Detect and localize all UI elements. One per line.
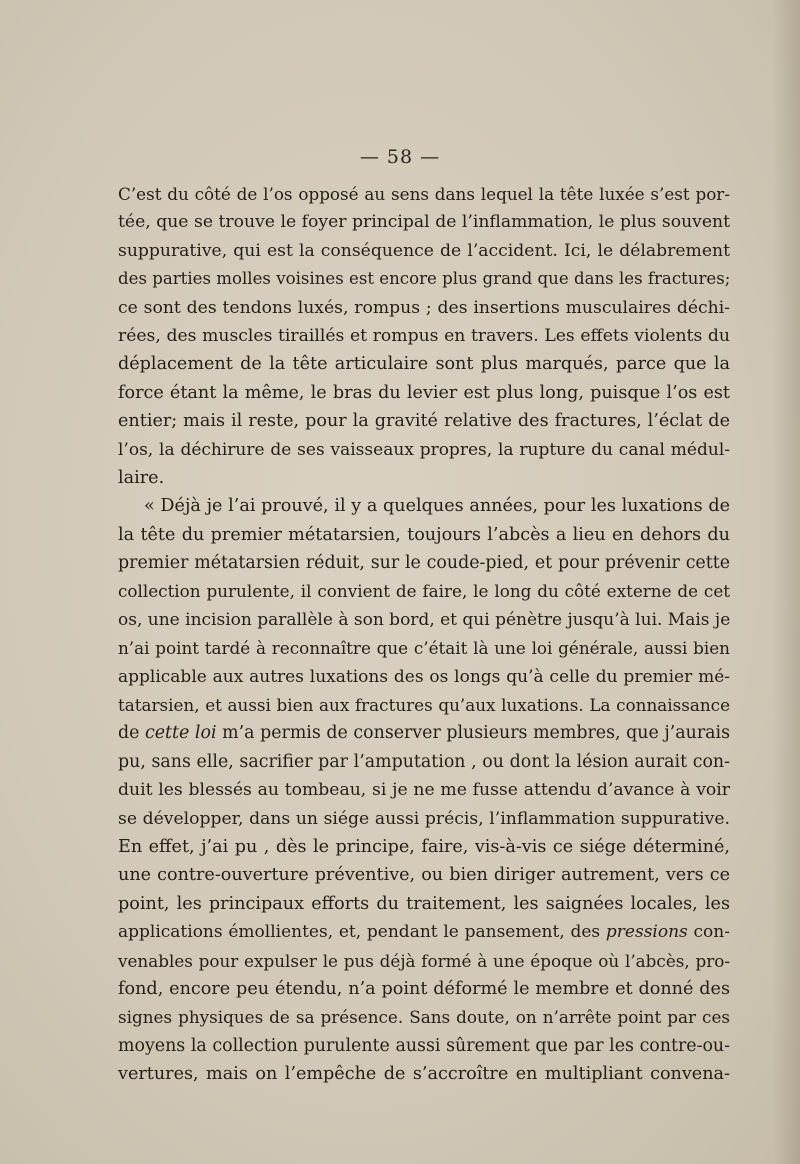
line-text: signes physiques de sa présence. Sans doute, on n’arrête point par ces	[118, 1007, 730, 1028]
text-line	[118, 492, 730, 520]
text-line	[118, 237, 730, 265]
line-text: des parties molles voisines est encore plus grand que dans les fractures;	[118, 269, 731, 289]
line-text: applications émollientes, et, pendant le pansement, des	[118, 922, 606, 943]
text-line	[118, 464, 730, 492]
text-line	[118, 180, 730, 208]
text-line	[118, 975, 730, 1003]
text-line	[118, 606, 730, 634]
text-line	[118, 521, 730, 549]
text-line	[118, 663, 730, 691]
line-text: une contre-ouverture préventive, ou bien diriger autrement, vers ce	[118, 865, 730, 886]
line-text: laire.	[118, 467, 165, 488]
line-text: moyens la collection purulente aussi sûrement que par les contre-ou-	[118, 1035, 730, 1056]
line-text: l’os, la déchirure de ses vaisseaux propres, la rupture du canal médul-	[118, 439, 730, 460]
line-text: suppurative, qui est la conséquence de l’accident. Ici, le délabrement	[118, 240, 730, 261]
line-text: C’est du côté de l’os opposé au sens dans lequel la tête luxée s’est por-	[118, 184, 730, 204]
text-line	[118, 436, 730, 464]
text-line	[118, 833, 730, 861]
text-line	[118, 379, 730, 407]
text-line	[118, 805, 730, 833]
line-text: force étant la même, le bras du levier est plus long, puisque l’os est	[118, 382, 730, 403]
line-text: n’ai point tardé à reconnaître que c’était là une loi générale, aussi bien	[118, 638, 730, 659]
text-line	[118, 691, 730, 719]
text-line	[118, 322, 730, 350]
line-text: point, les principaux efforts du traitement, les saignées locales, les	[118, 893, 730, 914]
text-line	[118, 549, 730, 577]
line-text: collection purulente, il convient de faire, le long du côté externe de cet	[118, 581, 730, 602]
text-line	[118, 947, 730, 975]
text-line	[118, 208, 730, 236]
line-text: entier; mais il reste, pour la gravité relative des fractures, l’éclat de	[118, 411, 730, 432]
text-line	[118, 634, 730, 662]
text-line	[118, 577, 730, 605]
line-text: premier métatarsien réduit, sur le coude-pied, et pour prévenir cette	[118, 553, 730, 574]
line-text: de	[118, 723, 146, 744]
text-line	[118, 407, 730, 435]
line-text: pu, sans elle, sacrifier par l’amputation , ou dont la lésion aurait con-	[118, 751, 730, 772]
italic-term: cette loi	[145, 723, 217, 744]
line-text: la tête du premier métatarsien, toujours l’abcès a lieu en dehors du	[118, 524, 730, 545]
text-line	[118, 918, 730, 946]
line-text: applicable aux autres luxations des os longs qu’à celle du premier mé-	[118, 666, 730, 687]
line-text: ce sont des tendons luxés, rompus ; des insertions musculaires déchi-	[118, 297, 730, 318]
text-line	[118, 748, 730, 776]
line-text: En effet, j’ai pu , dès le principe, faire, vis-à-vis ce siége déterminé,	[118, 836, 730, 857]
line-text: se développer, dans un siége aussi précis, l’inflammation suppurative.	[118, 808, 730, 829]
line-text: os, une incision parallèle à son bord, et qui pénètre jusqu’à lui. Mais je	[118, 609, 731, 630]
body-text	[118, 180, 730, 1089]
line-text: tée, que se trouve le foyer principal de l’inflammation, le plus souvent	[118, 212, 730, 233]
text-line	[118, 1003, 730, 1031]
text-line	[118, 350, 730, 378]
text-line	[118, 890, 730, 918]
line-text: « Déjà je l’ai prouvé, il y a quelques années, pour les luxations de	[144, 496, 730, 517]
text-line	[118, 1060, 730, 1088]
line-text: con-	[687, 922, 730, 943]
text-line	[118, 265, 730, 293]
text-line	[118, 776, 730, 804]
page-edge-shadow	[772, 0, 800, 1164]
line-text: rées, des muscles tiraillés et rompus en travers. Les effets violents du	[118, 325, 730, 346]
text-line	[118, 719, 730, 747]
line-text: déplacement de la tête articulaire sont plus marqués, parce que la	[118, 354, 730, 375]
italic-term: pressions	[605, 922, 688, 943]
line-text: m’a permis de conserver plusieurs membres, que j’aurais	[216, 723, 730, 744]
line-text: vertures, mais on l’empêche de s’accroître en multipliant convena-	[118, 1064, 730, 1085]
line-text: tatarsien, et aussi bien aux fractures qu’aux luxations. La connaissance	[118, 695, 730, 716]
line-text: venables pour expulser le pus déjà formé à une époque où l’abcès, pro-	[118, 950, 730, 971]
text-line	[118, 294, 730, 322]
line-text: duit les blessés au tombeau, si je ne me fusse attendu d’avance à voir	[118, 780, 730, 801]
line-text: fond, encore peu étendu, n’a point déformé le membre et donné des	[118, 978, 730, 999]
text-line	[118, 861, 730, 889]
text-line	[118, 1032, 730, 1060]
page-number: — 58 —	[359, 146, 441, 168]
